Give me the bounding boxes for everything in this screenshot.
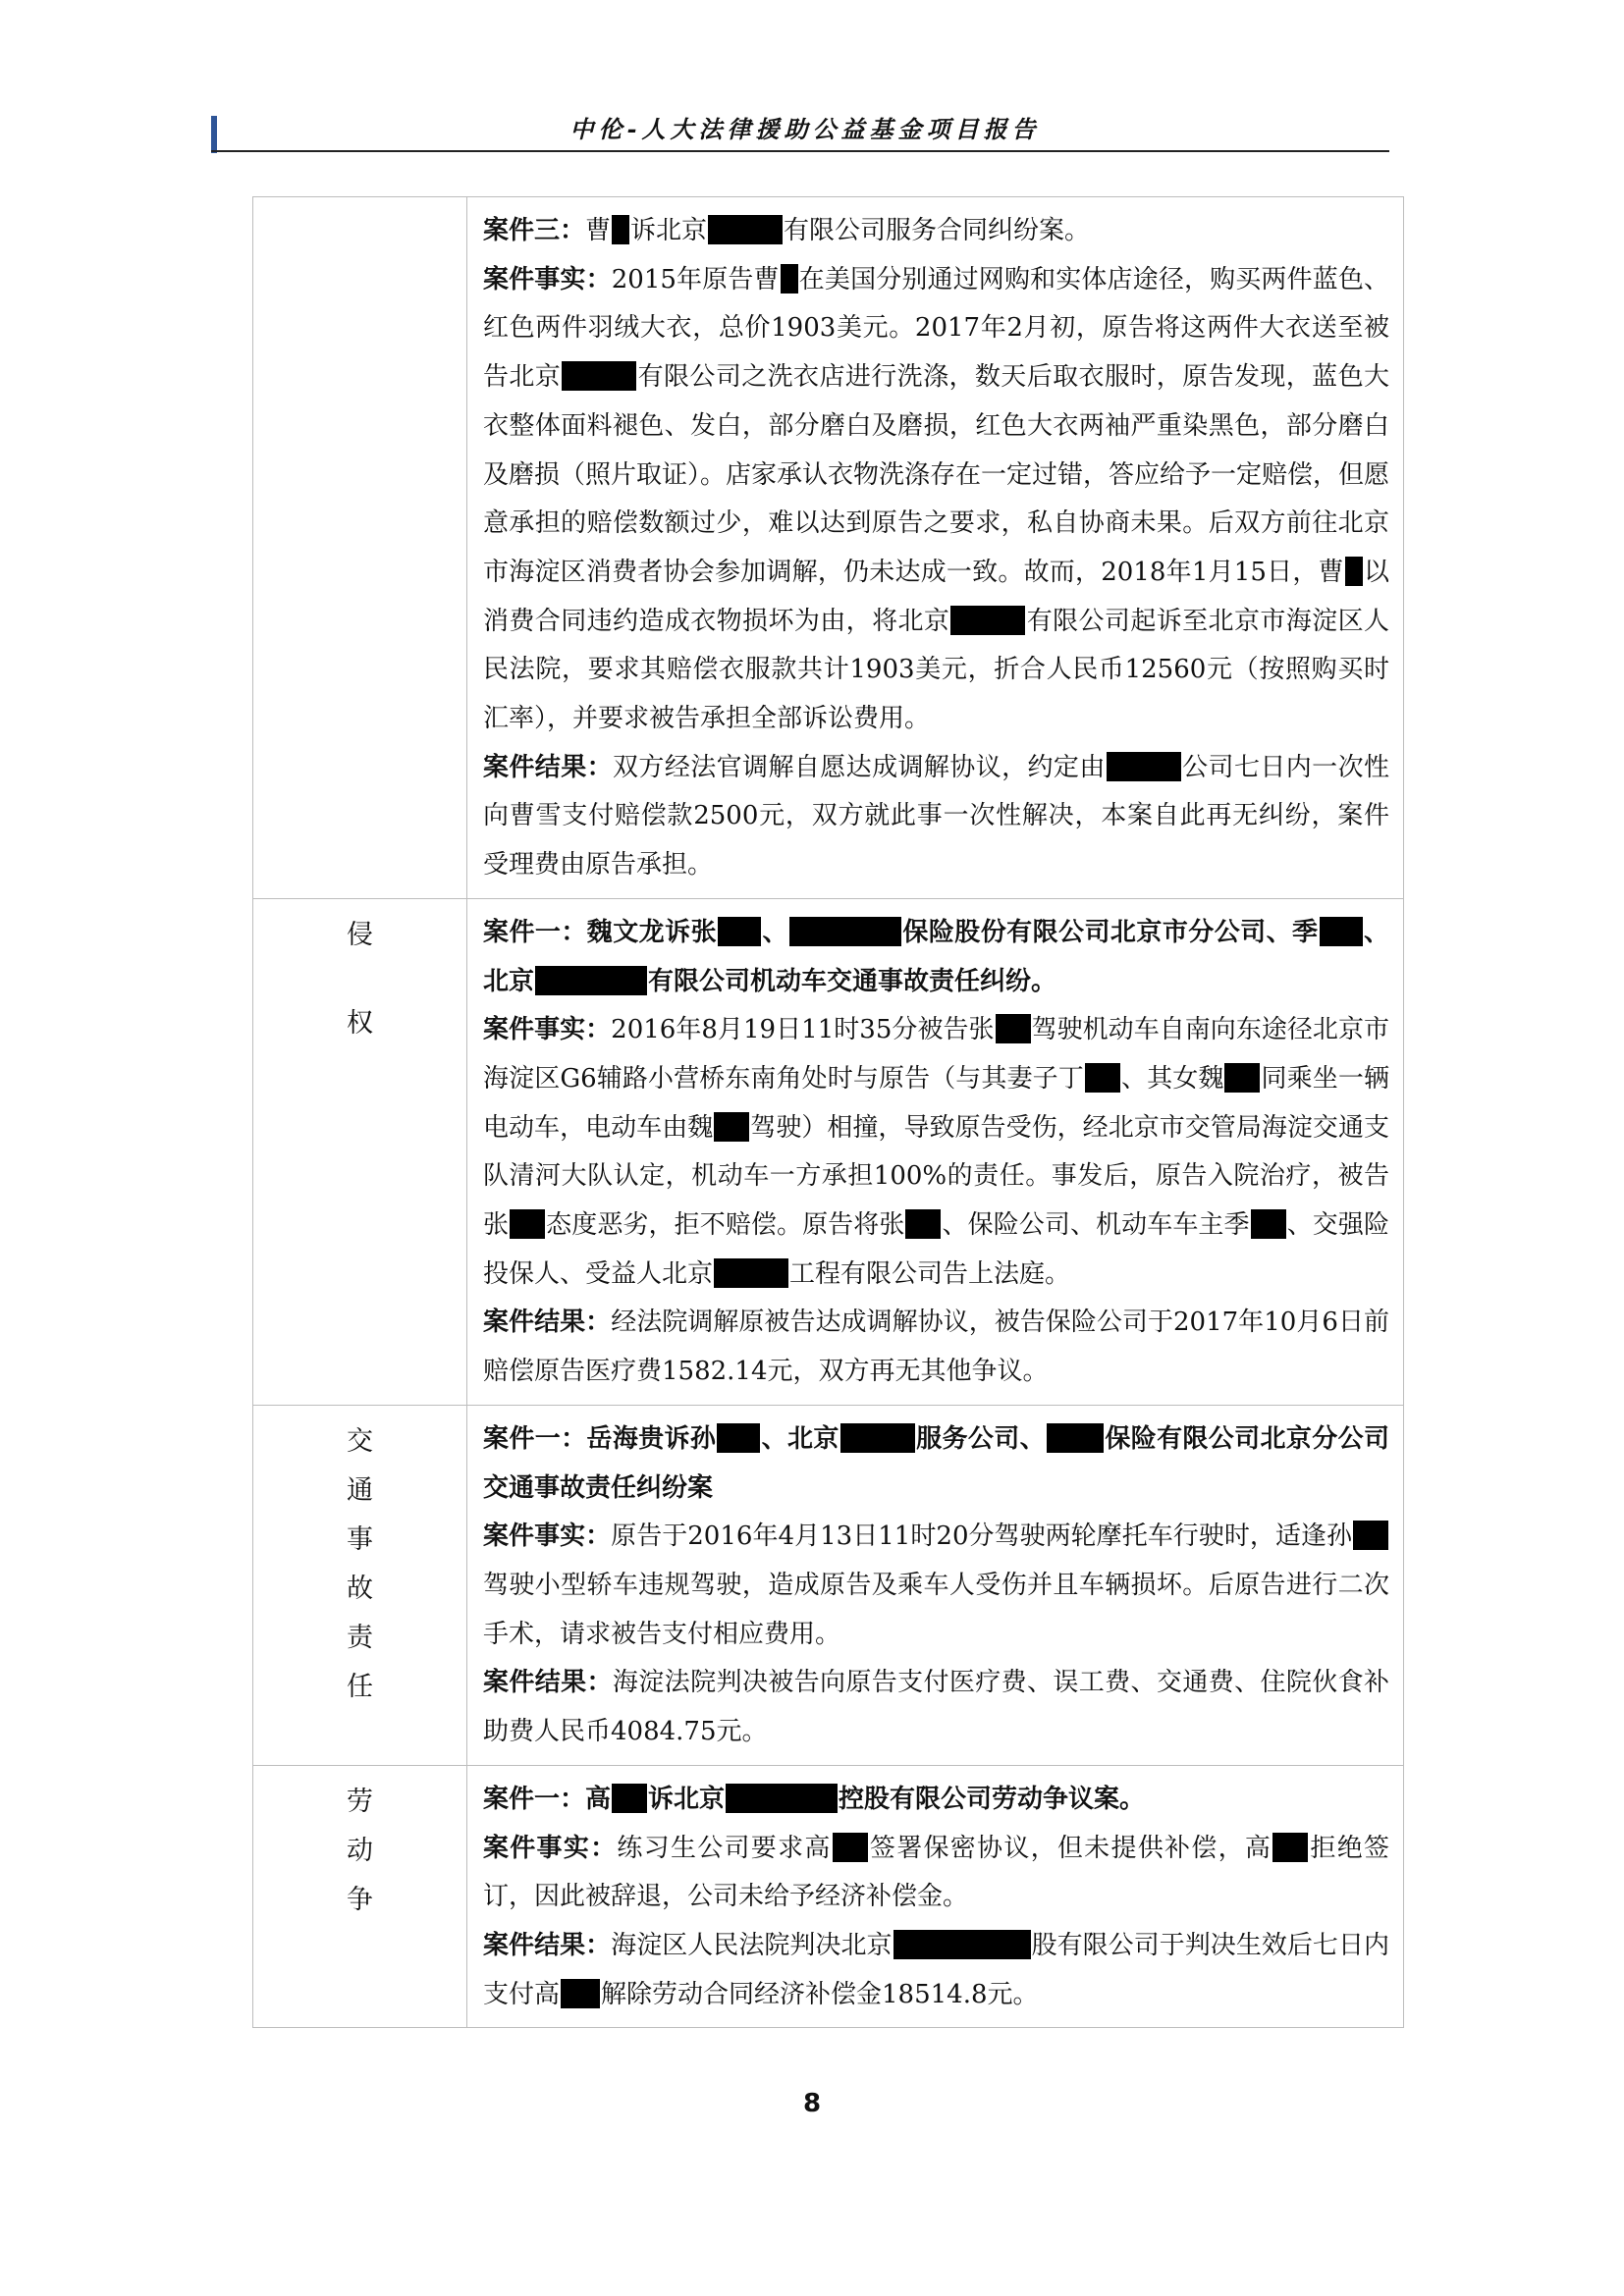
category-char: 故 xyxy=(347,1573,373,1604)
header-title: 中伦-人大法律援助公益基金项目报告 xyxy=(569,115,1041,143)
category-char: 侵 xyxy=(347,919,373,950)
case-title: 案件三：曹 诉北京 有限公司服务合同纠纷案。 xyxy=(483,216,1091,245)
redaction xyxy=(1085,1063,1120,1093)
redaction xyxy=(1345,557,1363,586)
category-char: 责 xyxy=(347,1622,373,1653)
redaction xyxy=(1353,1521,1388,1550)
redaction xyxy=(840,1423,915,1453)
category-char: 争 xyxy=(347,1884,373,1915)
redaction xyxy=(708,215,783,244)
redaction xyxy=(510,1209,545,1239)
table-row xyxy=(253,1405,1404,1765)
case-facts: 案件事实：原告于2016年4月13日11时20分驾驶两轮摩托车行驶时，适逢孙驾驶小型轿车违规驾驶，造成原告及乘车人受伤并且车辆损坏。后原告进行二次手术，请求被告支付相应费用。 xyxy=(483,1522,1389,1649)
redaction xyxy=(789,917,901,946)
redaction xyxy=(893,1930,1031,1959)
category-cell xyxy=(253,898,467,1405)
redaction xyxy=(612,1784,647,1813)
redaction xyxy=(950,606,1025,635)
category-cell xyxy=(253,1765,467,2028)
redaction xyxy=(561,1979,600,2008)
content-cell xyxy=(467,1765,1404,2028)
category-char: 任 xyxy=(347,1671,373,1702)
category-char: 通 xyxy=(347,1474,373,1506)
redaction xyxy=(717,1423,760,1453)
case-facts: 案件事实：2016年8月19日11时35分被告张 驾驶机动车自南向东途径北京市海淀区G6辅路小营桥东南角处时与原告（与其妻子丁 、其女魏 同乘坐一辆电动车，电动车由魏 驾驶）相撞，导致原告受伤，经北京市交管局海淀交通支队清河大队认定，机动车一方承担100%的责任。事发后，原告入院治疗，被告张 态度恶劣，拒不赔偿。原告将张 、保险公司、机动车车主季 、交强险投保人、受益人北京 工程有限公司告上法庭。 xyxy=(483,1015,1389,1289)
redaction xyxy=(718,917,761,946)
case-title: 案件一：岳海贵诉孙 、北京 服务公司、 保险有限公司北京分公司交通事故责任纠纷案 xyxy=(483,1423,1389,1503)
content-cell xyxy=(467,898,1404,1405)
redaction xyxy=(1320,917,1363,946)
category-char: 权 xyxy=(347,1007,373,1039)
redaction xyxy=(1107,752,1181,781)
redaction xyxy=(714,1258,788,1288)
header-accent-bar xyxy=(211,116,217,153)
case-result: 案件结果：经法院调解原被告达成调解协议，被告保险公司于2017年10月6日前赔偿原告医疗费1582.14元，双方再无其他争议。 xyxy=(483,1308,1389,1387)
redaction xyxy=(612,215,629,244)
case-facts: 案件事实：2015年原告曹 在美国分别通过网购和实体店途径，购买两件蓝色、红色两件羽绒大衣，总价1903美元。2017年2月初，原告将这两件大衣送至被告北京 有限公司之洗衣店进行洗涤，数天后取衣服时，原告发现，蓝色大衣整体面料褪色、发白，部分磨白及磨损，红色大衣两袖严重染黑色，部分磨白及磨损（照片取证）。店家承认衣物洗涤存在一定过错，答应给予一定赔偿，但愿意承担的赔偿数额过少，难以达到原告之要求，私自协商未果。后双方前往北京市海淀区消费者协会参加调解，仍未达成一致。故而，2018年1月15日，曹 以消费合同违约造成衣物损坏为由，将北京 有限公司起诉至北京市海淀区人民法院，要求其赔偿衣服款共计1903美元，折合人民币12560元（按照购买时汇率），并要求被告承担全部诉讼费用。 xyxy=(483,264,1390,734)
redaction xyxy=(726,1784,838,1813)
redaction xyxy=(714,1112,749,1142)
case-result: 案件结果：双方经法官调解自愿达成调解协议，约定由 公司七日内一次性向曹雪支付赔偿款2500元，双方就此事一次性解决，本案自此再无纠纷，案件受理费由原告承担。 xyxy=(483,752,1389,881)
table-row xyxy=(253,197,1404,899)
category-char: 交 xyxy=(347,1425,373,1457)
header-rule xyxy=(211,150,1389,152)
case-title: 案件一：魏文龙诉张 、 保险股份有限公司北京市分公司、季 、北京 有限公司机动车交通事故责任纠纷。 xyxy=(483,917,1389,996)
category-cell xyxy=(253,197,467,899)
redaction xyxy=(905,1209,941,1239)
category-cell xyxy=(253,1405,467,1765)
redaction xyxy=(781,264,798,294)
case-result: 案件结果：海淀法院判决被告向原告支付医疗费、误工费、交通费、住院伙食补助费人民币4084.75元。 xyxy=(483,1668,1389,1747)
content-cell xyxy=(467,197,1404,899)
case-facts: 案件事实：练习生公司要求高 签署保密协议，但未提供补偿，高 拒绝签订，因此被辞退，公司未给予经济补偿金。 xyxy=(483,1833,1389,1912)
redaction xyxy=(1224,1063,1260,1093)
redaction xyxy=(1047,1423,1104,1453)
content-cell xyxy=(467,1405,1404,1765)
case-result: 案件结果：海淀区人民法院判决北京 股有限公司于判决生效后七日内支付高 解除劳动合同经济补偿金18514.8元。 xyxy=(483,1930,1389,2009)
case-title: 案件一：高 诉北京 控股有限公司劳动争议案。 xyxy=(483,1784,1146,1814)
case-table xyxy=(252,196,1404,2028)
category-char: 劳 xyxy=(347,1786,373,1817)
category-char: 动 xyxy=(347,1835,373,1866)
redaction xyxy=(833,1833,868,1862)
redaction xyxy=(562,361,636,391)
table-row xyxy=(253,898,1404,1405)
redaction xyxy=(996,1014,1031,1043)
redaction xyxy=(1251,1209,1286,1239)
page-number: 8 xyxy=(802,2089,822,2118)
category-char: 事 xyxy=(347,1523,373,1555)
table-row xyxy=(253,1765,1404,2028)
redaction xyxy=(1272,1833,1308,1862)
redaction xyxy=(535,966,647,995)
